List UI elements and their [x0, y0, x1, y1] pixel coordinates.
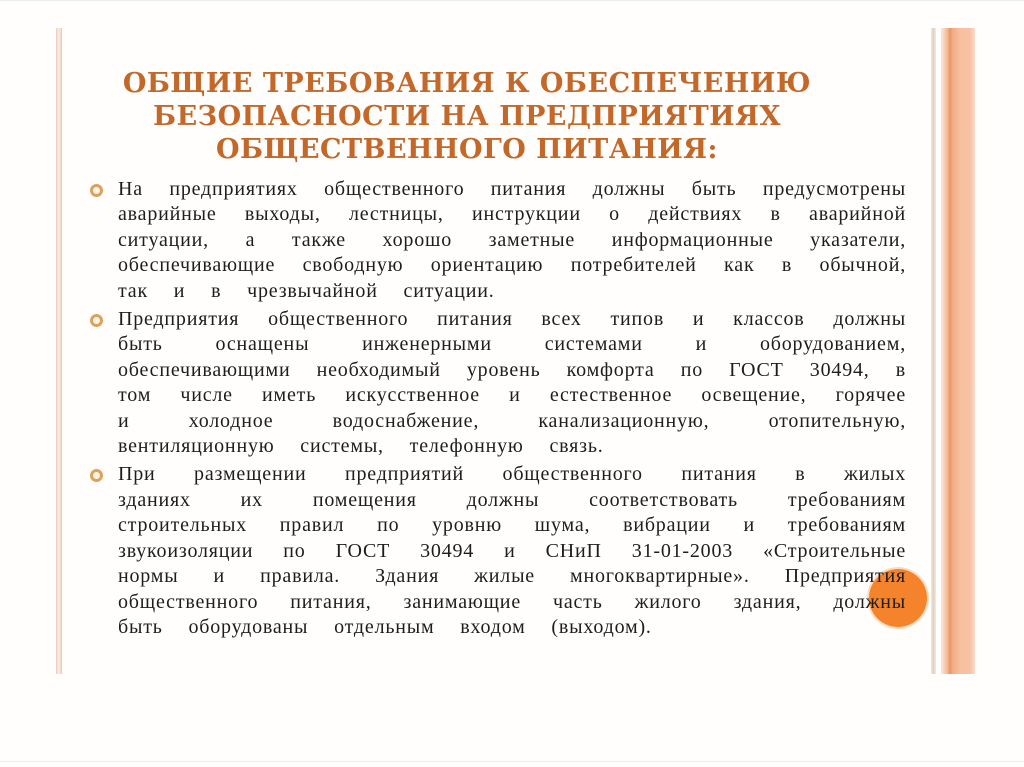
bullet-ring-icon [90, 314, 103, 327]
slide-title [72, 67, 862, 166]
bullet-ring-icon [90, 469, 103, 482]
slide-bottom-edge [0, 761, 1024, 762]
bullet-ring-icon [90, 184, 103, 197]
right-border-salmon-band [941, 28, 975, 674]
slide-title-line-3: ОБЩЕСТВЕННОГО ПИТАНИЯ: [215, 134, 719, 165]
bullet-text-1: На предприятиях общественного питания должны быть предусмотрены аварийные выходы, лестницы, инструкции о действиях в аварийной ситуации, а также хорошо заметные информационные указатели, обеспечивающие свободную ориентацию потребителей как в обычной, так и в чрезвычайной ситуации. [118, 178, 906, 302]
left-border-stripe [56, 28, 62, 674]
bullet-text-3: При размещении предприятий общественного питания в жилых зданиях их помещения должны соответствовать требованиям строительных правил по уровню шума, вибрации и требованиям звукоизоляции по ГОСТ 30494 и СНиП 31-01-2003 «Строительные нормы и правила. Здания жилые многоквартирные». Предприятия общественного питания, занимающие часть жилого здания, должны быть оборудованы отдельным входом (выходом). [118, 463, 906, 638]
bullet-list [90, 177, 906, 643]
bullet-text-2: Предприятия общественного питания всех типов и классов должны быть оснащены инженерными системами и оборудованием, обеспечивающими необходимый уровень комфорта по ГОСТ 30494, в том числе иметь искусственное и естественное освещение, горячее и холодное водоснабжение, канализационную, отопительную, вентиляционную системы, телефонную связь. [118, 308, 906, 458]
bullet-item-2 [90, 307, 906, 459]
slide-title-line-1: ОБЩИЕ ТРЕБОВАНИЯ К ОБЕСПЕЧЕНИЮ [122, 68, 812, 99]
bullet-item-3 [90, 462, 906, 640]
right-border-thin-stripe [931, 28, 936, 674]
bullet-item-1 [90, 177, 906, 304]
slide-title-line-2: БЕЗОПАСНОСТИ НА ПРЕДПРИЯТИЯХ [153, 101, 781, 132]
